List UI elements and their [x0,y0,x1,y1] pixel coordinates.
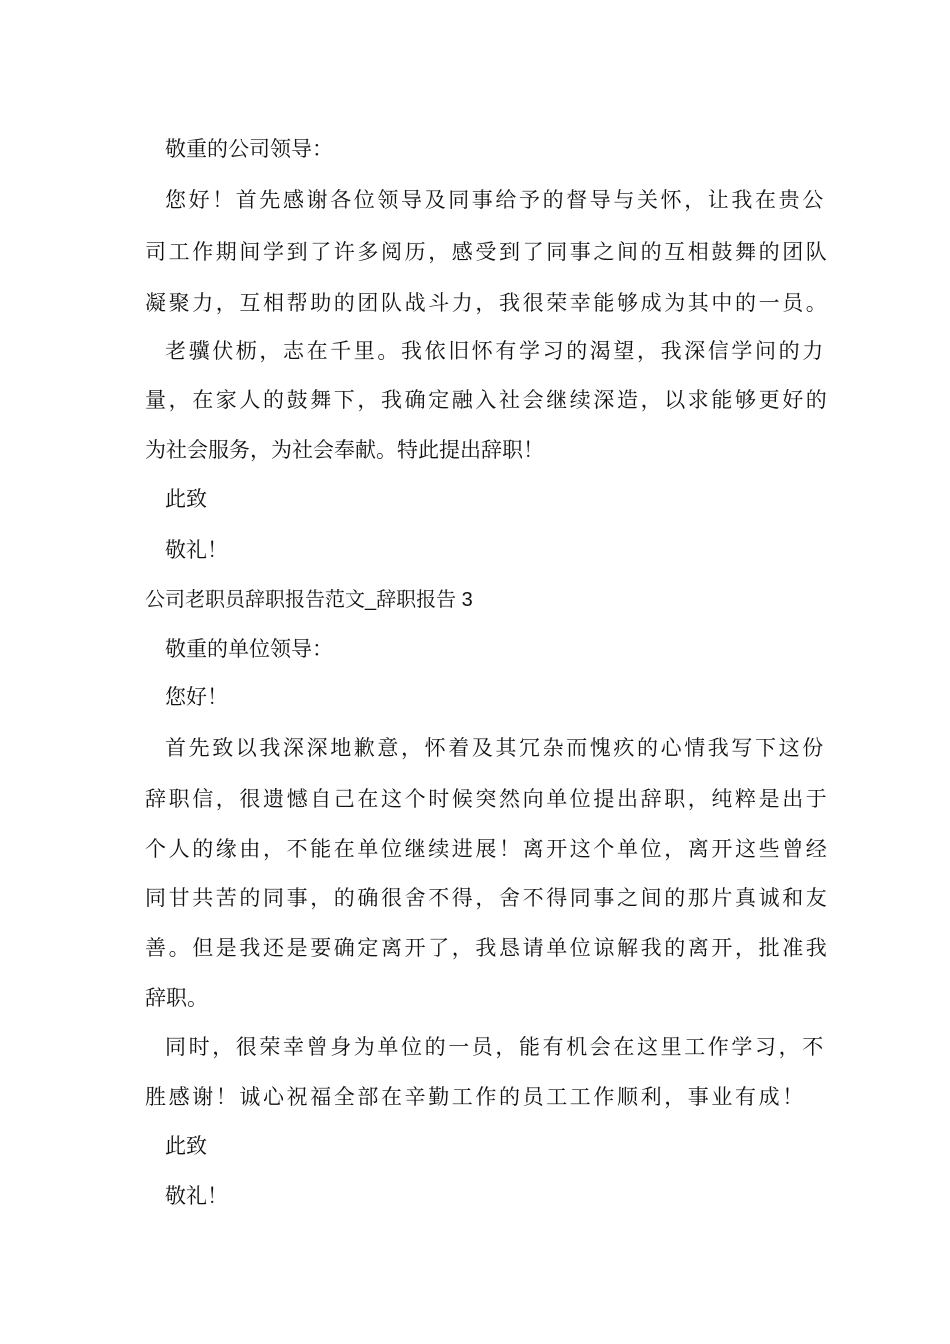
paragraph-3-line-4: 同甘共苦的同事，的确很舍不得，舍不得同事之间的那片真诚和友 [145,886,830,910]
paragraph-3-line-1: 首先致以我深深地歉意，怀着及其冗杂而愧疚的心情我写下这份 [165,736,826,760]
section-heading: 公司老职员辞职报告范文_辞职报告 3 [145,589,473,611]
paragraph-1-line-1: 您好！首先感谢各位领导及同事给予的督导与关怀，让我在贵公 [165,188,826,212]
paragraph-3-line-6: 辞职。 [145,986,208,1010]
regards-1: 敬礼！ [165,538,228,562]
paragraph-2-line-1: 老骥伏枥，志在千里。我依旧怀有学习的渴望，我深信学问的力 [165,339,826,363]
paragraph-3-line-5: 善。但是我还是要确定离开了，我恳请单位谅解我的离开，批准我 [145,936,830,960]
closing-1: 此致 [165,487,207,511]
paragraph-1-line-3: 凝聚力，互相帮助的团队战斗力，我很荣幸能够成为其中的一员。 [145,291,830,315]
paragraph-2-line-3: 为社会服务，为社会奉献。特此提出辞职！ [145,438,544,462]
salutation-1: 敬重的公司领导： [165,137,333,161]
paragraph-1-line-2: 司工作期间学到了许多阅历，感受到了同事之间的互相鼓舞的团队 [145,240,830,264]
paragraph-3-line-2: 辞职信，很遗憾自己在这个时候突然向单位提出辞职，纯粹是出于 [145,787,830,811]
paragraph-3-line-3: 个人的缘由，不能在单位继续进展！离开这个单位，离开这些曾经 [145,837,830,861]
regards-2: 敬礼！ [165,1184,228,1208]
paragraph-2-line-2: 量，在家人的鼓舞下，我确定融入社会继续深造，以求能够更好的 [145,388,830,412]
paragraph-4-line-1: 同时，很荣幸曾身为单位的一员，能有机会在这里工作学习，不 [165,1035,826,1059]
closing-2: 此致 [165,1134,207,1158]
salutation-2: 敬重的单位领导： [165,637,333,661]
paragraph-4-line-2: 胜感谢！诚心祝福全部在辛勤工作的员工工作顺利，事业有成！ [145,1085,806,1109]
greeting-2: 您好！ [165,685,228,709]
